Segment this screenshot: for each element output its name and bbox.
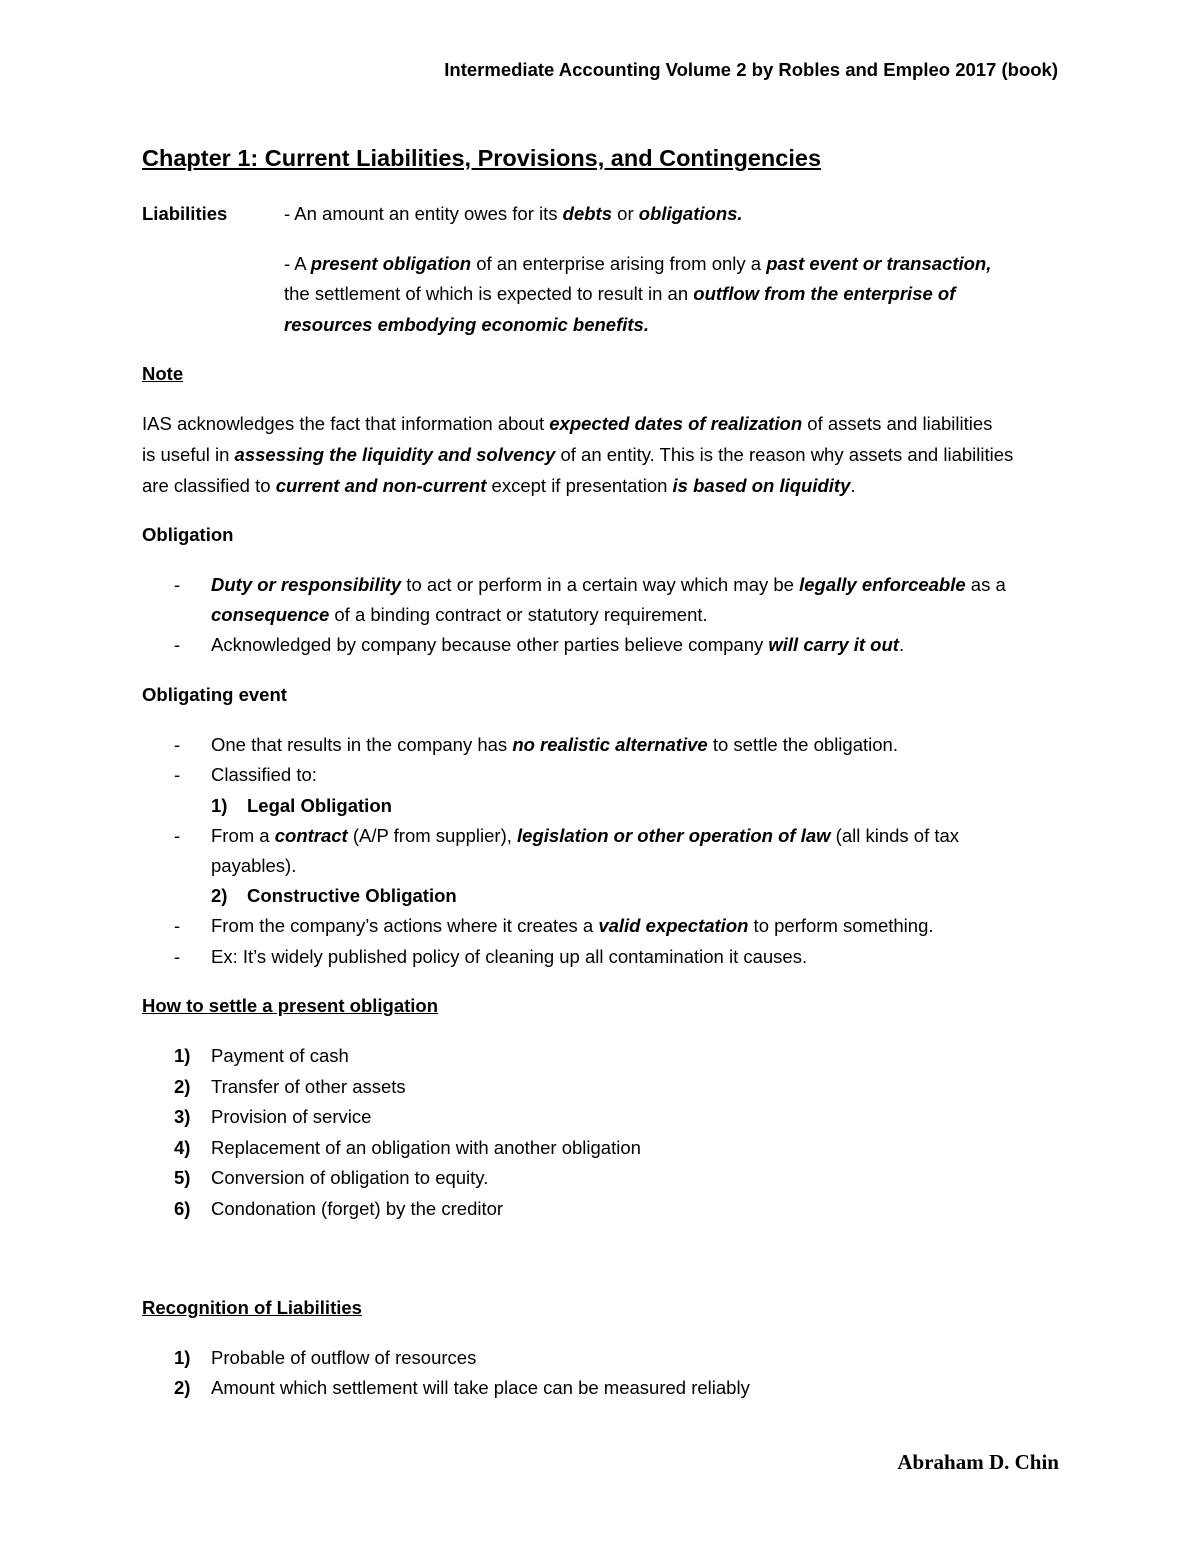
list-item: Transfer of other assets [211,1076,406,1097]
obligating-event-bullet-3-line-2: payables). [211,855,297,876]
chapter-title: Chapter 1: Current Liabilities, Provisions, and Contingencies [142,145,822,171]
bullet-dash: - [174,915,181,936]
obligation-bullet-2: Acknowledged by company because other parties believe company will carry it out. [211,634,905,655]
obligating-event-bullet-4: From the company’s actions where it creates a valid expectation to perform something. [211,915,934,936]
author-signature: Abraham D. Chin [897,1450,1059,1474]
bullet-dash: - [174,825,181,846]
bullet-dash: - [174,634,181,655]
list-item: Probable of outflow of resources [211,1347,477,1368]
constructive-obligation-number: 2) [211,885,228,906]
settle-heading: How to settle a present obligation [142,995,439,1016]
list-item: Provision of service [211,1106,372,1127]
list-number: 5) [174,1167,191,1188]
list-item: Payment of cash [211,1045,349,1066]
liabilities-definition-1: - An amount an entity owes for its debts or obligations. [284,203,743,224]
obligating-event-bullet-5: Ex: It’s widely published policy of cleaning up all contamination it causes. [211,946,808,967]
page-header: Intermediate Accounting Volume 2 by Robles and Empleo 2017 (book) [444,59,1058,80]
legal-obligation-number: 1) [211,795,228,816]
liabilities-definition-2-line-2: the settlement of which is expected to result in an outflow from the enterprise of [284,283,956,304]
bullet-dash: - [174,734,181,755]
liabilities-definition-2: - A present obligation of an enterprise arising from only a past event or transaction, [284,253,992,274]
liabilities-definition-2-line-3: resources embodying economic benefits. [284,314,649,335]
list-item: Condonation (forget) by the creditor [211,1198,504,1219]
list-item: Conversion of obligation to equity. [211,1167,489,1188]
list-number: 6) [174,1198,191,1219]
note-heading: Note [142,363,184,384]
list-number: 2) [174,1377,191,1398]
list-number: 2) [174,1076,191,1097]
bullet-dash: - [174,574,181,595]
liabilities-term: Liabilities [142,203,228,224]
bullet-dash: - [174,764,181,785]
list-item: Replacement of an obligation with another obligation [211,1137,641,1158]
obligating-event-bullet-3: From a contract (A/P from supplier), legislation or other operation of law (all kinds of tax [211,825,960,846]
note-line-1: IAS acknowledges the fact that information about expected dates of realization of assets and liabilities [142,413,993,434]
list-number: 1) [174,1347,191,1368]
obligation-heading: Obligation [142,524,234,545]
note-line-3: are classified to current and non-current except if presentation is based on liquidity. [142,475,856,496]
obligating-event-bullet-2: Classified to: [211,764,317,785]
obligation-bullet-1: Duty or responsibility to act or perform in a certain way which may be legally enforceable as a [211,574,1006,595]
constructive-obligation-label: Constructive Obligation [247,885,457,906]
obligating-event-heading: Obligating event [142,684,287,705]
obligation-bullet-1-line-2: consequence of a binding contract or statutory requirement. [211,604,708,625]
legal-obligation-label: Legal Obligation [247,795,392,816]
obligating-event-bullet-1: One that results in the company has no realistic alternative to settle the obligation. [211,734,898,755]
bullet-dash: - [174,946,181,967]
list-number: 3) [174,1106,191,1127]
recognition-heading: Recognition of Liabilities [142,1297,362,1318]
note-line-2: is useful in assessing the liquidity and solvency of an entity. This is the reason why assets and liabilities [142,444,1014,465]
list-number: 1) [174,1045,191,1066]
list-number: 4) [174,1137,191,1158]
list-item: Amount which settlement will take place can be measured reliably [211,1377,750,1398]
